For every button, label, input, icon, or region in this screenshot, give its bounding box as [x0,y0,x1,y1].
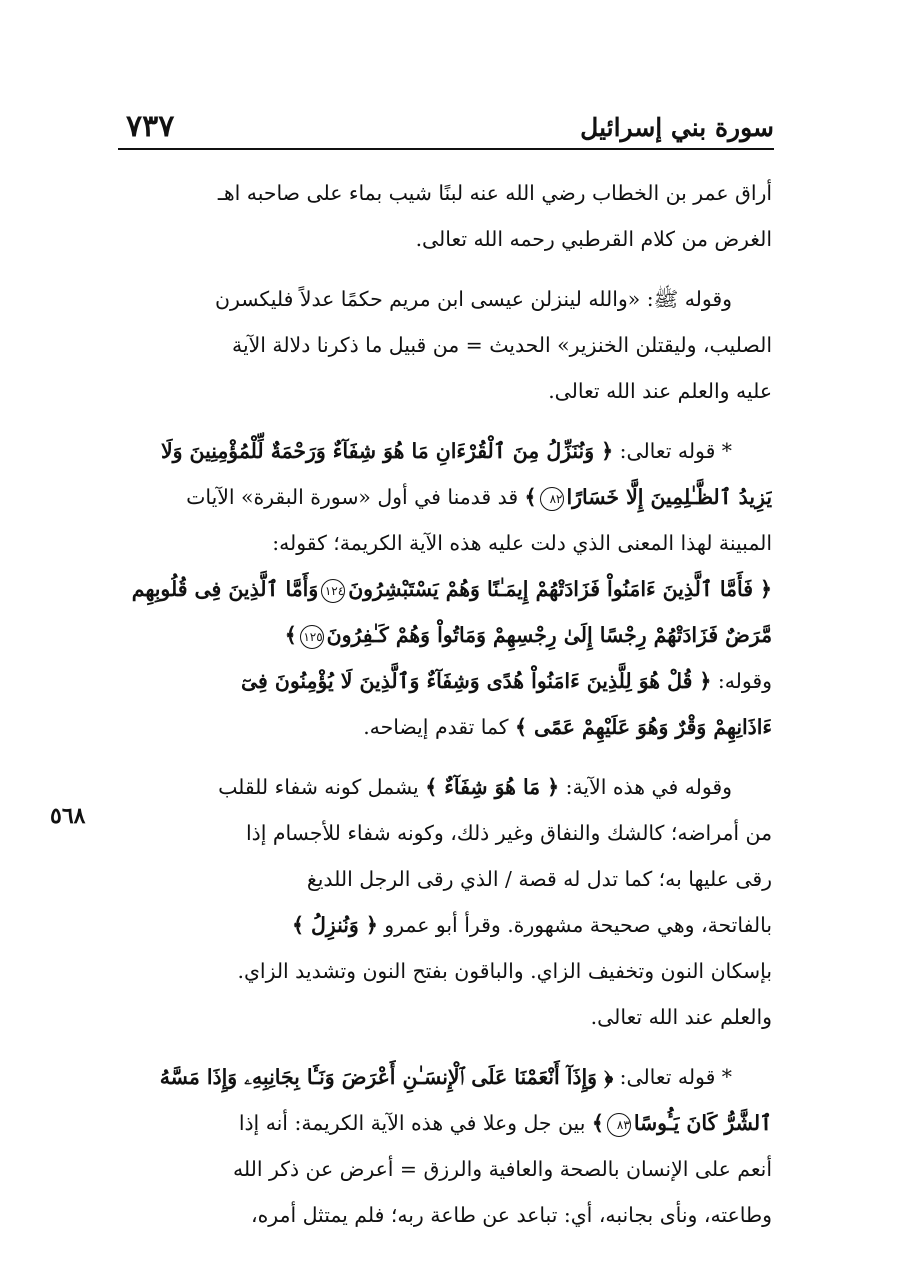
text-line [122,474,772,520]
inline-text: يشمل كونه شفاء للقلب [218,775,426,799]
ayah-number-marker: ٨٣ [607,1113,631,1137]
inline-text: * قوله تعالى: [613,439,732,463]
paragraph-4 [122,764,772,1040]
text-line [122,1054,772,1100]
margin-page-reference: ٥٦٨ [50,803,86,829]
text-line: المبينة لهذا المعنى الذي دلت عليه هذه الآية الكريمة؛ كقوله: [272,531,772,555]
text-line: من أمراضه؛ كالشك والنفاق وغير ذلك، وكونه شفاء للأجسام إذا [245,821,772,845]
quran-verse: ﴿ وَنُنَزِّلُ مِنَ ٱلْقُرْءَانِ مَا هُوَ شِفَآءٌ وَرَحْمَةٌ لِّلْمُؤْمِنِينَ وَلَا [160,439,614,463]
surah-title: سورة بني إسرائيل [580,113,774,142]
text-line: وقوله ﷺ: «والله لينزلن عيسى ابن مريم حكمًا عدلاً فليكسرن [215,287,732,311]
paragraph-5 [122,1054,772,1238]
text-line: الغرض من كلام القرطبي رحمه الله تعالى. [415,227,772,251]
text-line: وطاعته، ونأى بجانبه، أي: تباعد عن طاعة ربه؛ فلم يمتثل أمره، [251,1203,772,1227]
inline-text: بين جل وعلا في هذه الآية الكريمة: أنه إذا [238,1111,592,1135]
text-line [122,764,772,810]
paragraph-1 [122,170,772,262]
quran-verse: ﴿ وَنُنزِلُ ﴾ [291,913,378,937]
quran-bracket: ﴾ [524,485,537,509]
page-number: ٧٣٧ [126,109,175,144]
text-line [122,1100,772,1146]
inline-text: كما تقدم إيضاحه. [363,715,515,739]
text-line: أنعم على الإنسان بالصحة والعافية والرزق = أعرض عن ذكر الله [232,1157,772,1181]
text-line: رقى عليها به؛ كما تدل له قصة / الذي رقى الرجل اللديغ [306,867,772,891]
quran-verse: ٱلشَّرُّ كَانَ يَـُٔوسًا [633,1111,772,1135]
inline-text: بالفاتحة، وهي صحيحة مشهورة. وقرأ أبو عمرو [377,913,772,937]
quran-bracket: ﴾ [591,1111,604,1135]
inline-text: قد قدمنا في أول «سورة البقرة» الآيات [186,485,525,509]
text-line [122,658,772,704]
inline-text: وقوله في هذه الآية: [559,775,732,799]
quran-verse: ﴿ فَأَمَّا ٱلَّذِينَ ءَامَنُواْ فَزَادَتْهُمْ إِيمَـٰنًا وَهُمْ يَسْتَبْشِرُونَ [348,577,772,601]
quran-verse: ءَاذَانِهِمْ وَقْرٌ وَهُوَ عَلَيْهِمْ عَمًى ﴾ [514,715,772,739]
text-line: أراق عمر بن الخطاب رضي الله عنه لبنًا شيب بماء على صاحبه اهـ [217,181,772,205]
page-header [118,98,774,150]
quran-bracket: ﴾ [284,623,297,647]
text-line: عليه والعلم عند الله تعالى. [548,379,772,403]
text-line: الصليب، وليقتلن الخنزير» الحديث = من قبيل ما ذكرنا دلالة الآية [232,333,772,357]
ayah-number-marker: ١٢٤ [321,579,345,603]
text-line [122,428,772,474]
paragraph-2 [122,276,772,414]
quran-verse: يَزِيدُ ٱلظَّـٰلِمِينَ إِلَّا خَسَارًا [566,485,772,509]
quran-verse: مَّرَضٌ فَزَادَتْهُمْ رِجْسًا إِلَىٰ رِجْسِهِمْ وَمَاتُواْ وَهُمْ كَـٰفِرُونَ [326,623,772,647]
ayah-number-marker: ١٢٥ [300,625,324,649]
inline-text: وقوله: [711,669,772,693]
quran-verse: وَأَمَّا ٱلَّذِينَ فِى قُلُوبِهِم [131,577,319,601]
quran-verse: ﴿ مَا هُوَ شِفَآءٌ ﴾ [425,775,560,799]
quran-verse: ﴿ وَإِذَآ أَنْعَمْنَا عَلَى ٱلْإِنسَـٰنِ أَعْرَضَ وَنَـَٔا بِجَانِبِهِۦ وَإِذَا مَسَّهُ [159,1065,614,1089]
paragraph-3 [122,428,772,750]
ayah-number-marker: ٨٢ [540,487,564,511]
quran-verse: ﴿ قُلْ هُوَ لِلَّذِينَ ءَامَنُواْ هُدًى وَشِفَآءٌ وَٱلَّذِينَ لَا يُؤْمِنُونَ فِىٓ [241,669,712,693]
text-line [122,704,772,750]
text-line [122,902,772,948]
text-line [122,612,772,658]
inline-text: * قوله تعالى: [613,1065,732,1089]
text-line: بإسكان النون وتخفيف الزاي. والباقون بفتح النون وتشديد الزاي. [237,959,772,983]
text-line: والعلم عند الله تعالى. [590,1005,772,1029]
text-line [122,566,772,612]
page-body [122,170,772,1238]
